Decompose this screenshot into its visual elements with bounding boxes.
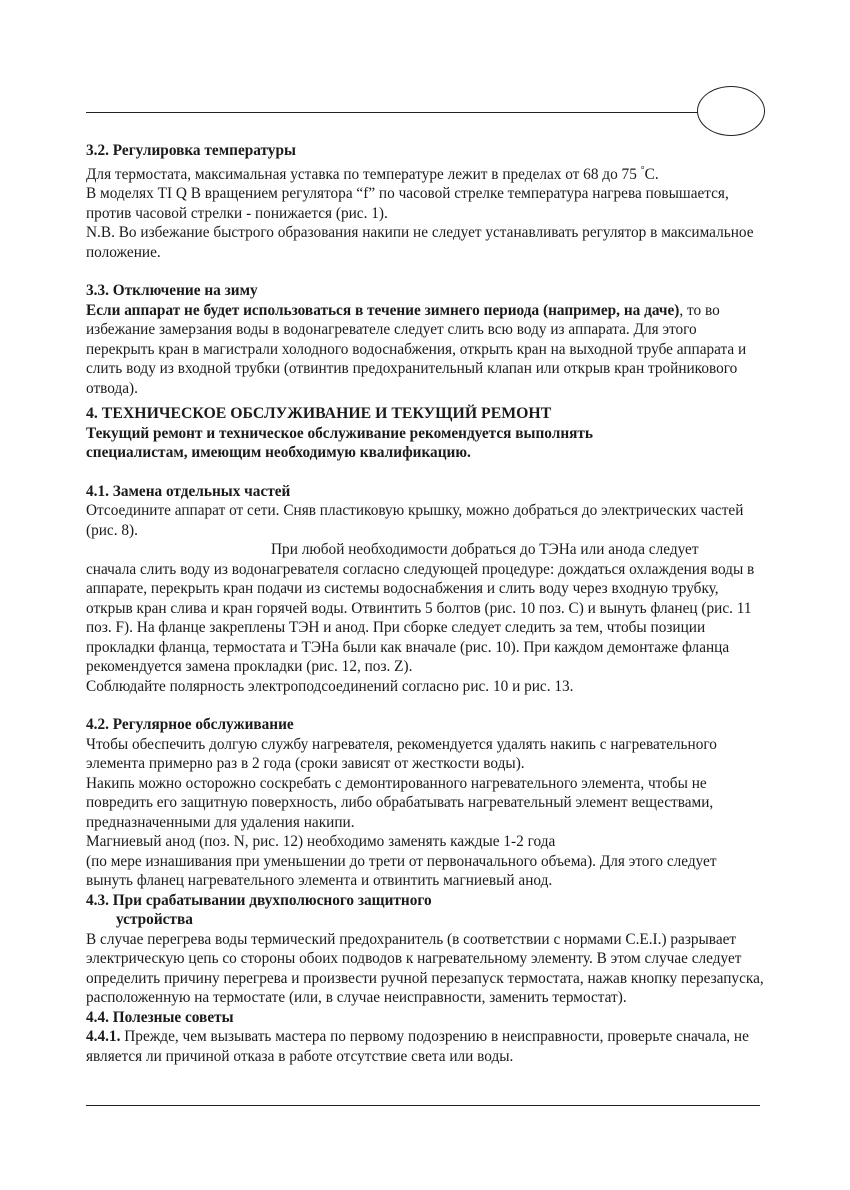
section-4-4-1-para xyxy=(86,1027,766,1066)
section-3-2-para-2: В моделях TI Q B вращением регулятора “f” по часовой стрелке температура нагрева повышается, против часовой стрелки - понижается (рис. 1). xyxy=(86,185,729,222)
section-3-3-bold: Если аппарат не будет использоваться в течение зимнего периода (например, на даче) xyxy=(86,301,680,319)
section-4-1-title: 4.1. Замена отдельных частей xyxy=(86,482,291,500)
section-3-2-para-3: N.B. Во избежание быстрого образования накипи не следует устанавливать регулятор в максимальное положение. xyxy=(86,224,754,261)
section-4-1-para-2: сначала слить воду из водонагревателя согласно следующей процедуре: дождаться охлаждения воды в аппарате, перекрыть кран подачи из системы водоснабжения и слить воду через входную трубку, открыв кран слива и кран горячей воды. Отвинтить 5 болтов (рис. 10 поз. С) и вынуть фланец (рис. 11 поз. F). На фланце закреплены ТЭН и анод. При сборке следует следить за тем, чтобы позиции прокладки фланца, термостата и ТЭНа были как вначале (рис. 10). При каждом демонтаже фланца рекомендуется замена прокладки (рис. 12, поз. Z). xyxy=(86,560,755,676)
section-4-title: 4. ТЕХНИЧЕСКОЕ ОБСЛУЖИВАНИЕ И ТЕКУЩИЙ РЕМОНТ xyxy=(86,405,552,423)
section-4-2-para-3: Магниевый анод (поз. N, рис. 12) необходимо заменять каждые 1-2 года xyxy=(86,833,556,851)
section-3-2-para-1-unit: С. xyxy=(644,165,659,183)
section-4-line-1: Текущий ремонт и техническое обслуживание рекомендуется выполнять xyxy=(86,424,594,442)
section-4-4-1-text: Прежде, чем вызывать мастера по первому подозрению в неисправности, проверьте сначала, не является ли причиной отказа в работе отсутствие света или воды. xyxy=(86,1028,749,1065)
section-3-3-para xyxy=(86,301,766,399)
section-4-4-1-number: 4.4.1. xyxy=(86,1028,121,1046)
degree-sign: ° xyxy=(640,164,645,176)
section-4-1-para-1: Отсоедините аппарат от сети. Сняв пластиковую крышку, можно добраться до электрических частей (рис. 8). xyxy=(86,502,744,539)
section-4-2-para-1: Чтобы обеспечить долгую службу нагревателя, рекомендуется удалять накипь с нагревательного элемента примерно раз в 2 года (сроки зависят от жесткости воды). xyxy=(86,735,717,773)
section-4-1-para-2-lead: При любой необходимости добраться до ТЭНа или анода следует xyxy=(271,541,699,559)
section-4-4-title: 4.4. Полезные советы xyxy=(86,1008,234,1026)
document-body xyxy=(86,141,766,1066)
section-4-3-para: В случае перегрева воды термический предохранитель (в соответствии с нормами C.E.I.) разрывает электрическую цепь со стороны обоих подводов к нагревательному элементу. В этом случае следует определить причину перегрева и произвести ручной перезапуск термостата, нажав кнопку перезапуска, расположенную на термостате (или, в случае неисправности, заменить термостат). xyxy=(86,930,764,1007)
section-4-1-para-3: Соблюдайте полярность электроподсоединений согласно рис. 10 и рис. 13. xyxy=(86,677,574,695)
section-4-2-title: 4.2. Регулярное обслуживание xyxy=(86,716,294,734)
section-4-2-para-4: (по мере изнашивания при уменьшении до трети от первоначального объема). Для этого следует вынуть фланец нагревательного элемента и отвинтить магниевый анод. xyxy=(86,852,717,890)
section-3-2-para-1-text: Для термостата, максимальная уставка по температуре лежит в пределах от 68 до 75 xyxy=(86,165,641,183)
section-4-2-para-2: Накипь можно осторожно соскребать с демонтированного нагревательного элемента, чтобы не повредить его защитную поверхность, либо обрабатывать нагревательный элемент веществами, предназначенными для удаления накипи. xyxy=(86,774,714,831)
section-3-3-title: 3.3. Отключение на зиму xyxy=(86,282,258,300)
header-rule xyxy=(86,112,698,113)
section-3-2-para-1 xyxy=(86,161,766,185)
section-3-3-rest: , то во избежание замерзания воды в водонагревателе следует слить всю воду из аппарата. Для этого перекрыть кран в магистрали холодного водоснабжения, открыть кран на выходной трубе аппарата и слить воду из входной трубки (отвинтив предохранительный клапан или открыв кран тройникового отвода). xyxy=(86,301,747,397)
page-number-oval xyxy=(697,86,765,136)
section-3-2-title: 3.2. Регулировка температуры xyxy=(86,142,296,159)
section-4-3-title-cont: устройства xyxy=(116,911,193,929)
section-4-line-2: специалистам, имеющим необходимую квалификацию. xyxy=(86,444,471,462)
section-4-3-title: 4.3. При срабатывании двухполюсного защитного xyxy=(86,891,432,909)
footer-rule xyxy=(86,1105,760,1106)
